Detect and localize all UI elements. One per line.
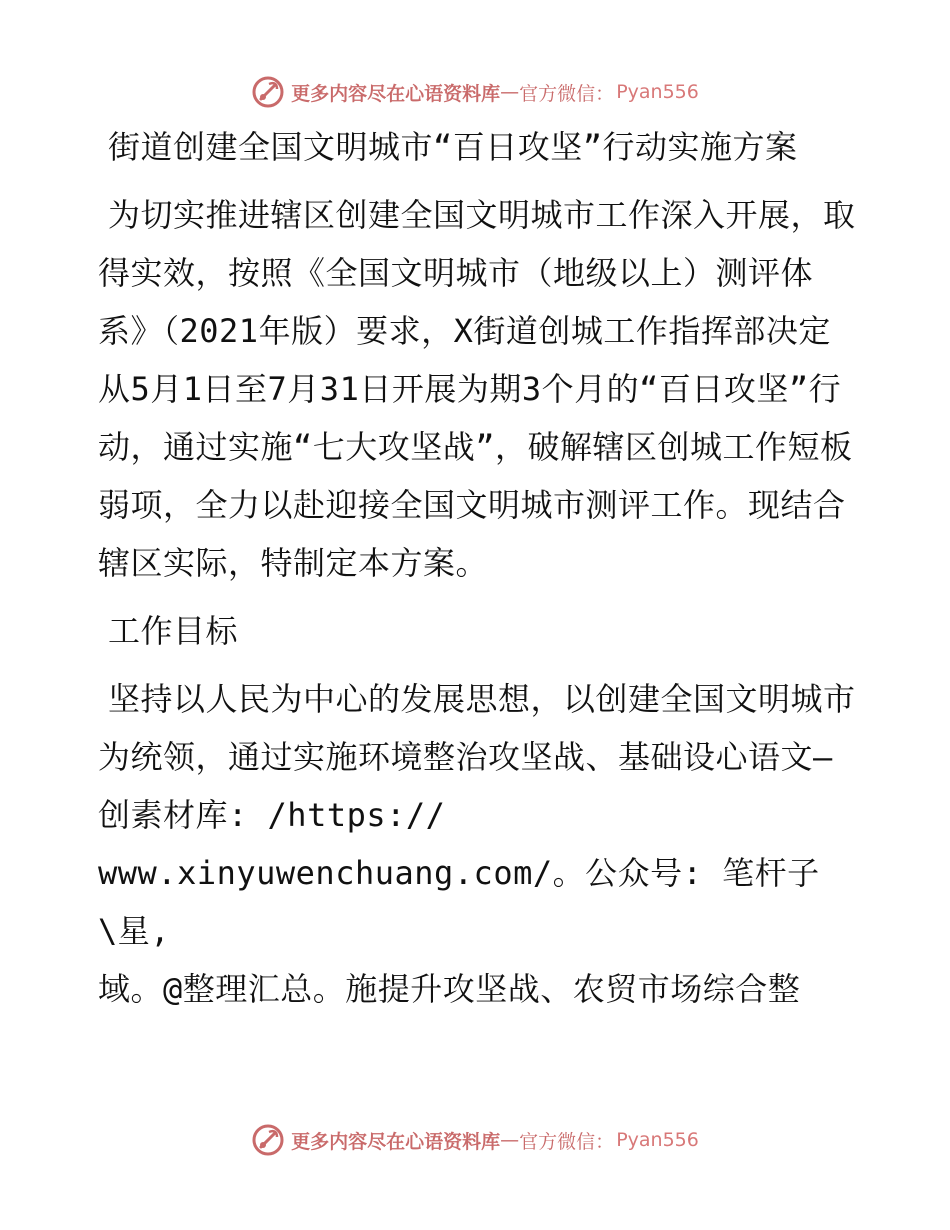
quill-seal-icon	[251, 1123, 285, 1157]
intro-paragraph: 为切实推进辖区创建全国文明城市工作深入开展，取得实效，按照《全国文明城市（地级以上）测评体系》（2021年版）要求，X街道创城工作指挥部决定从5月1日至7月31日开展为期3个月的“百日攻坚”行动，通过实施“七大攻坚战”，破解辖区创城工作短板弱项，全力以赴迎接全国文明城市测评工作。现结合辖区实际，特制定本方案。	[98, 196, 856, 582]
footer-watermark	[0, 1118, 950, 1162]
header-watermark	[0, 70, 950, 114]
goal-paragraph-line-url: www.xinyuwenchuang.com/。公众号: 笔杆子\星,	[98, 854, 820, 950]
watermark-site-name: 更多内容尽在心语资料库	[291, 1130, 501, 1153]
goal-paragraph: 坚持以人民为中心的发展思想，以创建全国文明城市为统领，通过实施环境整治攻坚战、基础设心语文—创素材库: /https://	[98, 680, 856, 834]
watermark-official-label: 官方微信：	[519, 1130, 615, 1153]
quill-seal-icon	[251, 75, 285, 109]
watermark-dash: —	[500, 1129, 520, 1151]
section-heading: 工作目标	[108, 612, 239, 650]
watermark-wechat-id: Pyan556	[616, 81, 699, 103]
document-title: 街道创建全国文明城市“百日攻坚”行动实施方案	[108, 128, 798, 166]
watermark-wechat-id: Pyan556	[616, 1129, 699, 1151]
watermark-official-label: 官方微信：	[519, 82, 615, 105]
watermark-site-name: 更多内容尽在心语资料库	[291, 82, 501, 105]
goal-paragraph-line-end: 域。@整理汇总。施提升攻坚战、农贸市场综合整	[98, 970, 801, 1008]
document-body	[98, 118, 858, 1018]
watermark-dash: —	[500, 81, 520, 103]
